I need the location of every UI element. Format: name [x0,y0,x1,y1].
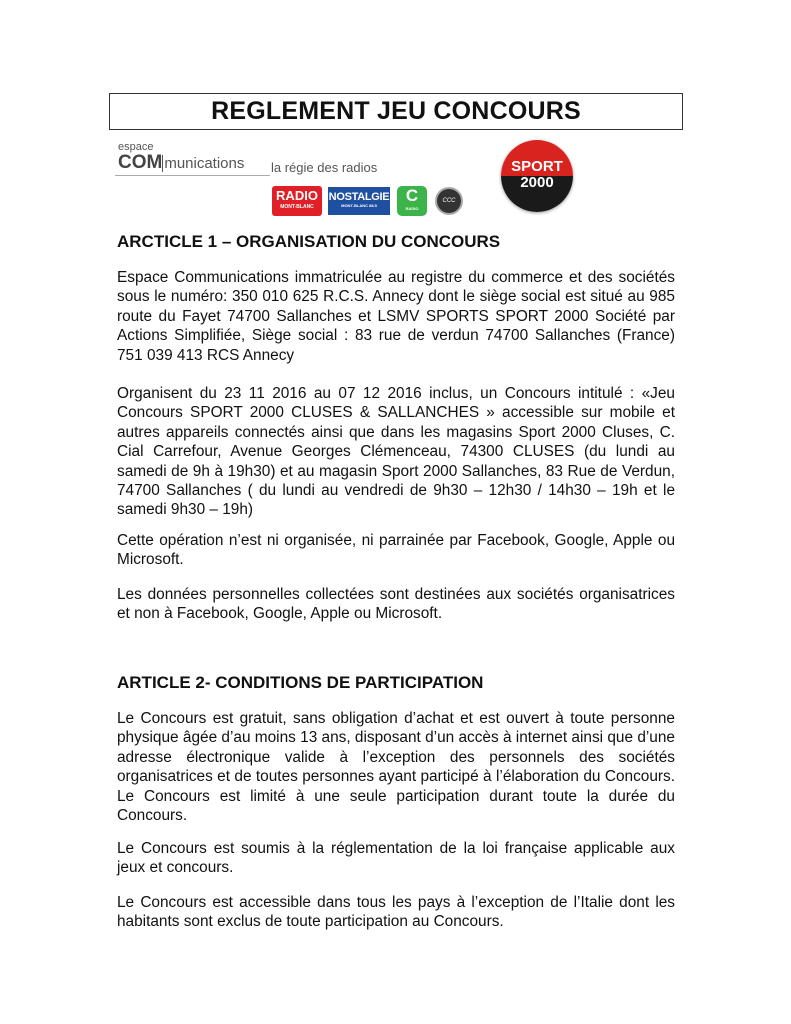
logo-text: C [405,186,419,205]
logo-divider [115,175,270,176]
title-box [109,93,683,130]
article-1-heading: ARCTICLE 1 – ORGANISATION DU CONCOURS [117,232,501,251]
paragraph: Organisent du 23 11 2016 au 07 12 2016 inclus, un Concours intitulé : «Jeu Concours SPORT 2000 CLUSES & SALLANCHES » accessible sur mobile et autres appareils connectés ainsi que dans les magasins Sport 2000 Cluses, C. Cial Carrefour, Avenue Georges Clémenceau, 74300 CLUSES (du lundi au samedi de 9h à 19h30) et au magasin Sport 2000 Sallanches, 83 Rue de Verdun, 74700 Sallanches ( du lundi au vendredi de 9h30 – 12h30 / 14h30 – 19h et le samedi 9h30 – 19h) [117,385,675,519]
logo-text: 2000 [520,174,554,191]
radio-mont-blanc-logo [272,186,322,216]
regie-tagline: la régie des radios [271,160,378,175]
paragraph: Les données personnelles collectées sont destinées aux sociétés organisatrices et non à Facebook, Google, Apple ou Microsoft. [117,586,675,623]
paragraph: Le Concours est accessible dans tous les pays à l’exception de l’Italie dont les habitants sont exclus de toute participation au Concours. [117,894,675,931]
paragraph: Le Concours est soumis à la réglementation de la loi française applicable aux jeux et concours. [117,840,675,877]
espace-communications-logo [118,142,244,172]
paragraph: Espace Communications immatriculée au registre du commerce et des sociétés sous le numéro: 350 010 625 R.C.S. Annecy dont le siège social est situé au 985 route du Fayet 74700 Sallanches et LSMV SPORTS SPORT 2000 Société par Actions Simplifiée, Siège social : 83 rue de verdun 74700 Sallanches (France) 751 039 413 RCS Annecy [117,269,675,364]
logo-text: SPORT [511,158,563,175]
logo-text: RADIO [405,206,419,211]
c-radio-logo [397,186,427,216]
logo-text: espace [118,141,154,153]
logo-text: NOSTALGIE [328,191,390,203]
logo-text: COM [118,152,163,173]
paragraph: Cette opération n’est ni organisée, ni parrainée par Facebook, Google, Apple ou Microsoft. [117,532,675,569]
article-2-heading: ARTICLE 2- CONDITIONS DE PARTICIPATION [117,673,484,692]
logo-text: MONT-BLANC [280,204,314,210]
logos-banner [115,140,595,220]
logo-text: RADIO [276,188,318,203]
logo-text: MONT-BLANC 88.5 [341,203,377,208]
document-title: REGLEMENT JEU CONCOURS [211,97,581,125]
nostalgie-logo [328,187,390,215]
logo-text: munications [164,155,245,172]
sport-2000-logo [501,140,573,212]
ccc-logo: CCC [435,187,463,215]
paragraph: Le Concours est gratuit, sans obligation d’achat et est ouvert à toute personne physique âgée d’au moins 13 ans, disposant d’un accès à internet ainsi que d’une adresse électronique valide à l’exception des personnels des sociétés organisatrices et de toutes personnes ayant participé à l’élaboration du Concours. Le Concours est limité à une seule participation durant toute la durée du Concours. [117,710,675,825]
